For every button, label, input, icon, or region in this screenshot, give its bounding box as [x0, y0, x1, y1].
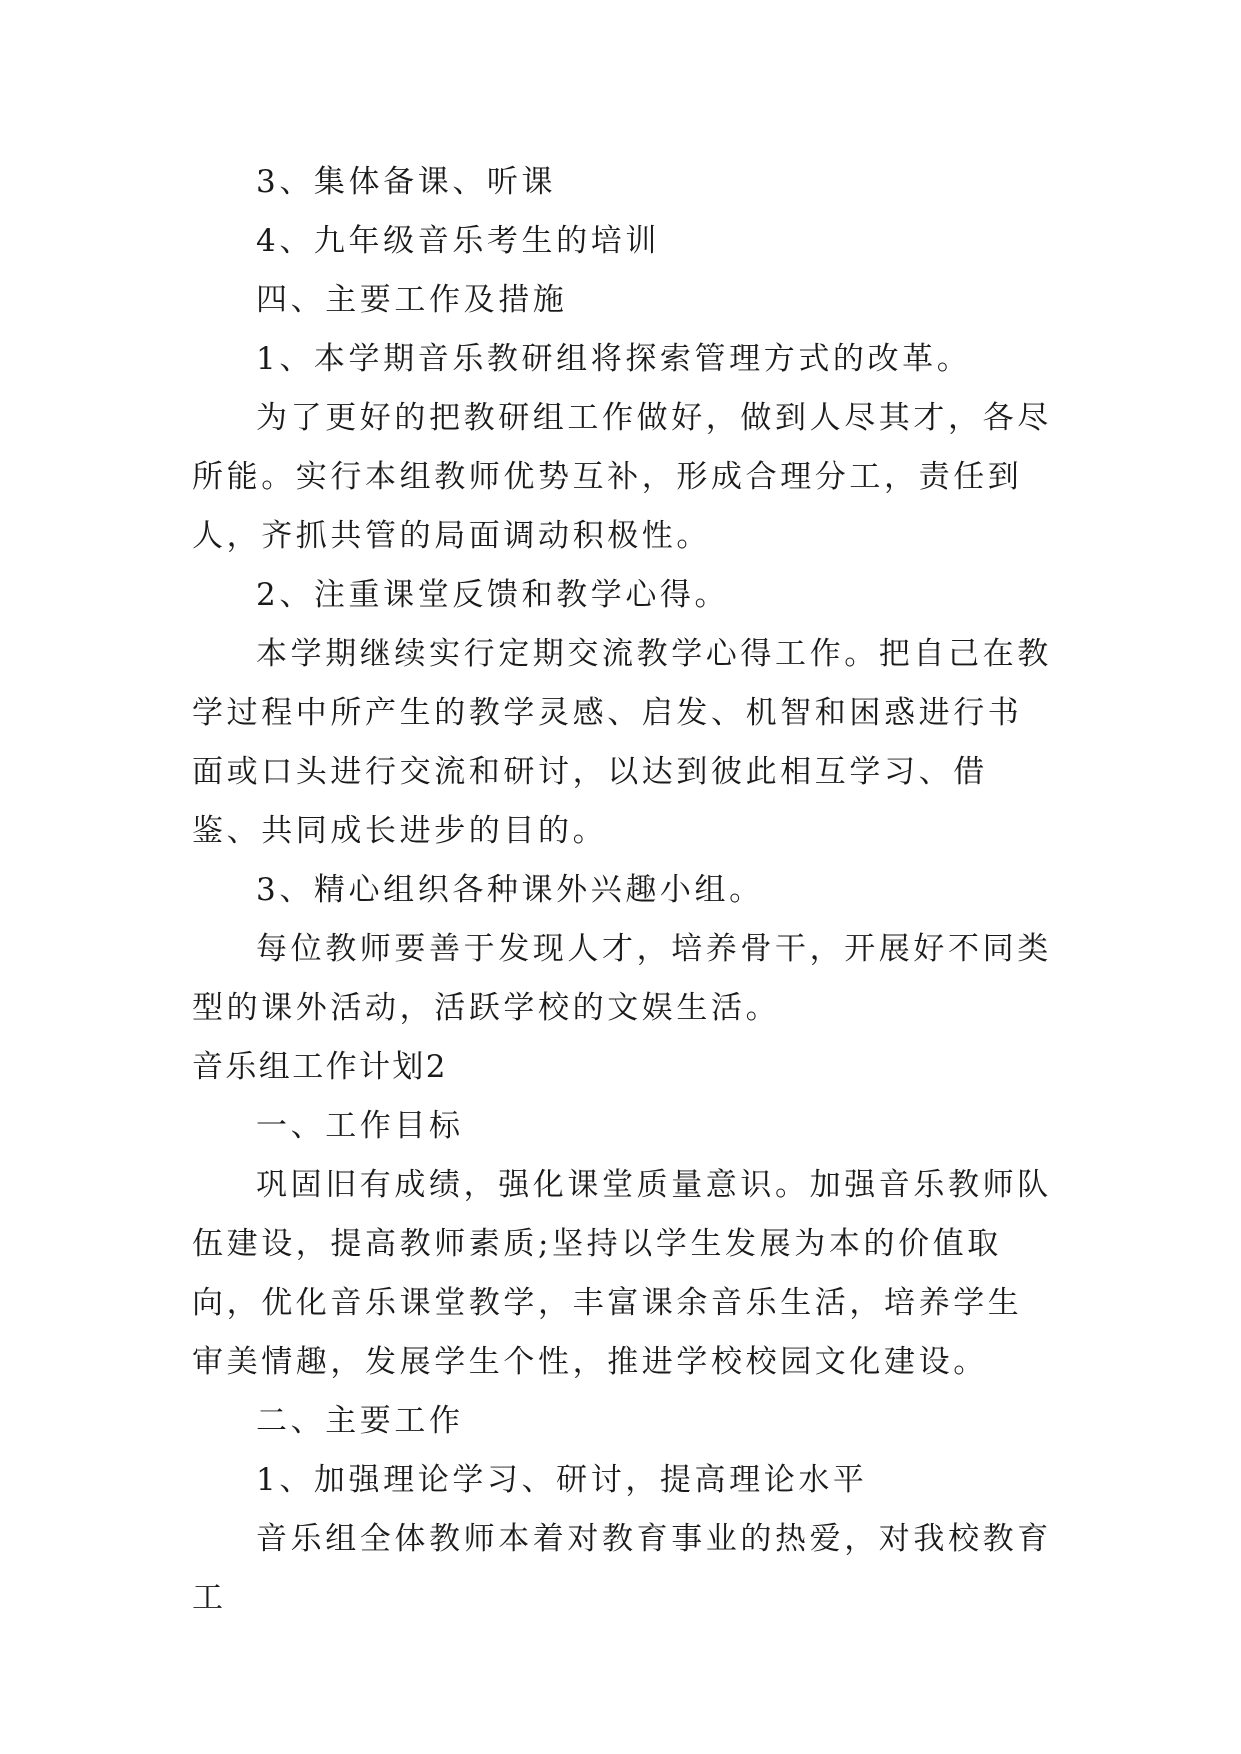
paragraph: 1、加强理论学习、研讨，提高理论水平: [256, 1462, 868, 1498]
paragraph: 2、注重课堂反馈和教学心得。: [256, 577, 730, 613]
document-title: 音乐组工作计划2: [192, 1049, 448, 1085]
paragraph: 巩固旧有成绩，强化课堂质量意识。加强音乐教师队伍建设，提高教师素质;坚持以学生发展为本的价值取向，优化音乐课堂教学，丰富课余音乐生活，培养学生审美情趣，发展学生个性，推进学校校园文化建设。: [192, 1167, 1052, 1380]
paragraph: 本学期继续实行定期交流教学心得工作。把自己在教学过程中所产生的教学灵感、启发、机智和困惑进行书面或口头进行交流和研讨，以达到彼此相互学习、借鉴、共同成长进步的目的。: [192, 636, 1052, 849]
paragraph: 音乐组全体教师本着对教育事业的热爱，对我校教育工: [192, 1521, 1052, 1616]
paragraph: 为了更好的把教研组工作做好，做到人尽其才，各尽所能。实行本组教师优势互补，形成合理分工，责任到人，齐抓共管的局面调动积极性。: [192, 400, 1052, 554]
section-heading: 一、工作目标: [256, 1108, 464, 1144]
section-heading: 四、主要工作及措施: [256, 282, 568, 318]
section-heading: 二、主要工作: [256, 1403, 464, 1439]
paragraph: 4、九年级音乐考生的培训: [256, 223, 660, 259]
paragraph: 3、精心组织各种课外兴趣小组。: [256, 872, 764, 908]
document-body: [192, 153, 1056, 1628]
paragraph: 每位教师要善于发现人才，培养骨干，开展好不同类型的课外活动，活跃学校的文娱生活。: [192, 931, 1052, 1026]
paragraph: 1、本学期音乐教研组将探索管理方式的改革。: [256, 341, 972, 377]
paragraph: 3、集体备课、听课: [256, 164, 557, 200]
